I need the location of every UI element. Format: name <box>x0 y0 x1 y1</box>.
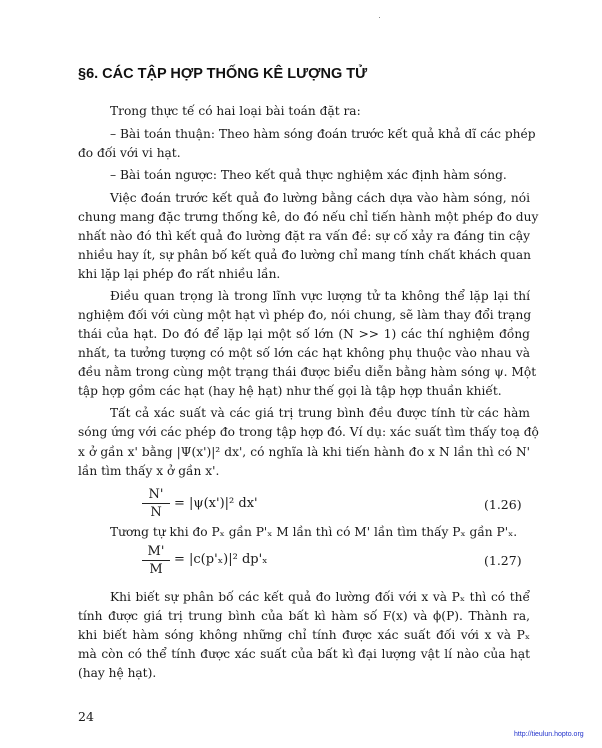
paragraph-line: nhiều hay ít, sự phân bố kết quả đo lường chỉ mang tính chất khách quan <box>78 248 531 262</box>
paragraph-line: Tất cả xác suất và các giá trị trung bình đều được tính từ các hàm <box>110 406 530 420</box>
equation-number: (1.27) <box>484 553 522 568</box>
equation-rhs: = |ψ(x')|² dx' <box>174 496 258 511</box>
paragraph-line: tập hợp gồm các hạt (hay hệ hạt) như thế gọi là tập hợp thuần khiết. <box>78 384 502 398</box>
equation-rhs: = |c(p'ₓ)|² dp'ₓ <box>174 552 268 567</box>
paragraph-line: đều nằm trong cùng một trạng thái được biểu diễn bằng hàm sóng ψ. Một <box>78 365 537 379</box>
paragraph-line: (hay hệ hạt). <box>78 666 157 680</box>
paragraph-line: – Bài toán ngược: Theo kết quả thực nghiệm xác định hàm sóng. <box>110 168 507 182</box>
paragraph-line: nghiệm đối với cùng một hạt vì phép đo, nói chung, sẽ làm thay đổi trạng <box>78 308 532 322</box>
paragraph-line: nhất nào đó thì kết quả đo lường đặt ra vấn đề: sự cố xảy ra đáng tin cậy <box>78 229 530 243</box>
paragraph-line: khi lặp lại phép đo rất nhiều lần. <box>78 267 281 281</box>
watermark-link[interactable]: http://tieulun.hopto.org <box>514 731 584 738</box>
paragraph-line: Khi biết sự phân bố các kết quả đo lường đối với x và Pₓ thì có thể <box>110 590 530 604</box>
fraction <box>142 487 170 521</box>
paragraph-line: Trong thực tế có hai loại bài toán đặt ra: <box>110 104 361 118</box>
paragraph-line: lần tìm thấy x ở gần x'. <box>78 464 220 478</box>
paragraph-line: tính được giá trị trung bình của bất kì hàm số F(x) và ϕ(P). Thành ra, <box>78 609 530 623</box>
equation-number: (1.26) <box>484 497 522 512</box>
paragraph-line: Việc đoán trước kết quả đo lường bằng cách dựa vào hàm sóng, nói <box>110 191 530 205</box>
paragraph-line: nhất, ta tưởng tượng có một số lớn các hạt không phụ thuộc vào nhau và <box>78 346 530 360</box>
paragraph-line: x ở gần x' bằng |Ψ(x')|² dx', có nghĩa là khi tiến hành đo x N lần thì có N' <box>78 445 530 459</box>
paragraph-line: – Bài toán thuận: Theo hàm sóng đoán trước kết quả khả dĩ các phép <box>110 127 536 141</box>
paragraph-line: mà còn có thể tính được xác suất của bất kì đại lượng vật lí nào của hạt <box>78 647 530 661</box>
fraction <box>142 544 170 578</box>
paragraph-line: Tương tự khi đo Pₓ gần P'ₓ M lần thì có M' lần tìm thấy Pₓ gần P'ₓ. <box>110 525 518 539</box>
paragraph-line: khi biết hàm sóng không những chỉ tính được xác suất đối với x và Pₓ <box>78 628 530 642</box>
paragraph-line: sóng ứng với các phép đo trong tập hợp đó. Ví dụ: xác suất tìm thấy toạ độ <box>78 425 539 439</box>
paragraph-line: thái của hạt. Do đó để lặp lại một số lớn (N >> 1) các thí nghiệm đồng <box>78 327 530 341</box>
paragraph-line: chung mang đặc trưng thống kê, do đó nếu chỉ tiến hành một phép đo duy <box>78 210 539 224</box>
scan-speck <box>379 17 380 18</box>
paragraph-line: đo đối với vi hạt. <box>78 146 181 160</box>
fraction-denominator: N <box>150 505 162 520</box>
paragraph-line: Điều quan trọng là trong lĩnh vực lượng tử ta không thể lặp lại thí <box>110 289 530 303</box>
section-heading: §6. CÁC TẬP HỢP THỐNG KÊ LƯỢNG TỬ <box>78 66 368 82</box>
fraction-denominator: M <box>149 562 163 577</box>
fraction-numerator: N' <box>142 487 170 504</box>
page-number: 24 <box>78 709 94 724</box>
fraction-numerator: M' <box>142 544 170 561</box>
